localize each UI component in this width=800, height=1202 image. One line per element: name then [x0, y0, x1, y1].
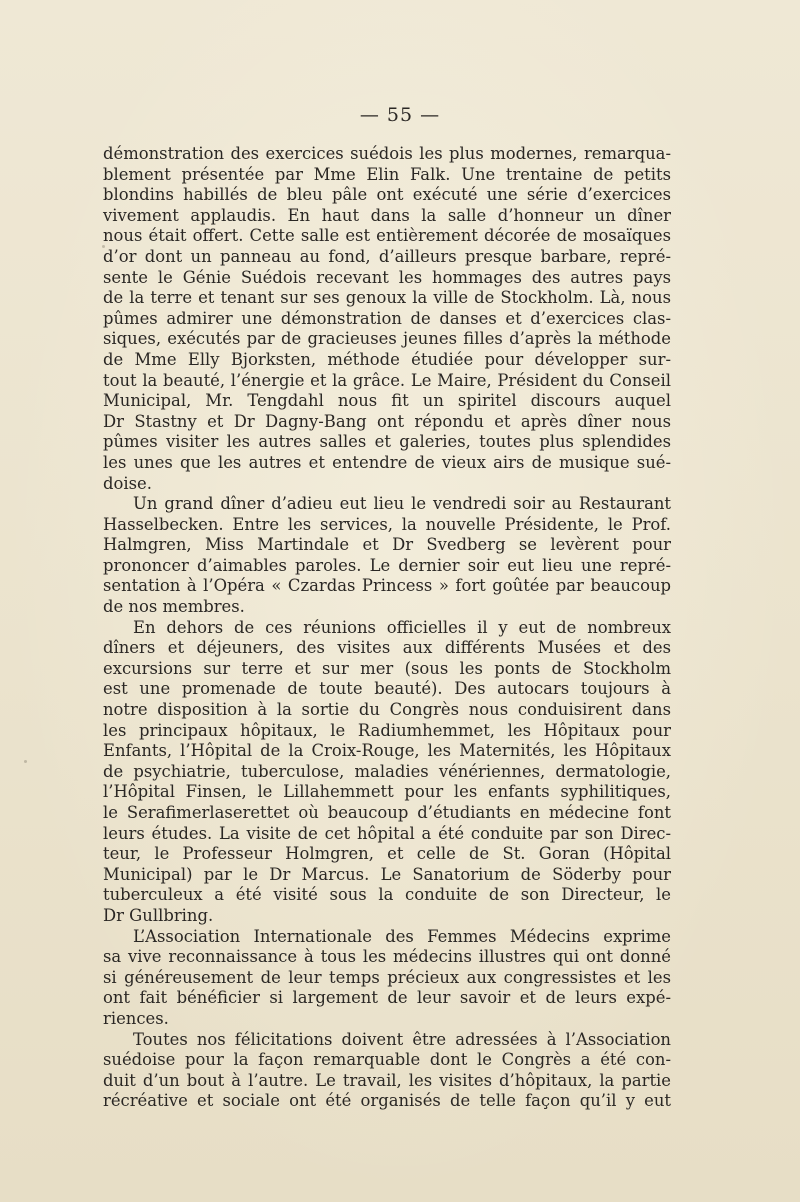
text-line: de la terre et tenant sur ses genoux la ville de Stockholm. Là, nous [103, 288, 671, 308]
text-line: blement présentée par Mme Elin Falk. Une trentaine de petits [103, 164, 671, 184]
text-line: duit d’un bout à l’autre. Le travail, les visites d’hôpitaux, la partie [103, 1070, 671, 1090]
paragraph [103, 618, 671, 927]
paper-speck [102, 245, 105, 248]
text-line: sa vive reconnaissance à tous les médecins illustres qui ont donné [103, 947, 671, 967]
text-line: nous était offert. Cette salle est entièrement décorée de mosaïques [103, 226, 671, 246]
text-line: Municipal) par le Dr Marcus. Le Sanatorium de Söderby pour [103, 864, 671, 884]
text-line: de psychiatrie, tuberculose, maladies vénériennes, dermatologie, [103, 761, 671, 781]
text-line: Hasselbecken. Entre les services, la nouvelle Présidente, le Prof. [103, 514, 671, 534]
text-line: prononcer d’aimables paroles. Le dernier soir eut lieu une repré- [103, 555, 671, 575]
paragraph [103, 494, 671, 618]
text-line: le Serafimerlaserettet où beaucoup d’étudiants en médecine font [103, 803, 671, 822]
text-line: leurs études. La visite de cet hôpital a été conduite par son Direc- [103, 823, 671, 843]
text-line: doise. [103, 473, 152, 493]
text-line: d’or dont un panneau au fond, d’ailleurs presque barbare, repré- [103, 246, 671, 266]
text-line: sente le Génie Suédois recevant les hommages des autres pays [103, 267, 671, 287]
text-line: riences. [103, 1008, 169, 1028]
text-line: Enfants, l’Hôpital de la Croix-Rouge, les Maternités, les Hôpitaux [103, 741, 671, 761]
text-line: En dehors de ces réunions officielles il y eut de nombreux [133, 617, 671, 637]
text-line: Un grand dîner d’adieu eut lieu le vendredi soir au Restaurant [133, 494, 671, 514]
text-line: Halmgren, Miss Martindale et Dr Svedberg se levèrent pour [103, 535, 671, 555]
text-line: Dr Gullbring. [103, 905, 214, 925]
page-number: — 55 — [359, 104, 441, 126]
paragraph [103, 144, 671, 494]
text-line: ont fait bénéficier si largement de leur savoir et de leurs expé- [103, 988, 671, 1008]
text-line: de Mme Elly Bjorksten, méthode étudiée pour développer sur- [103, 349, 671, 369]
text-line: démonstration des exercices suédois les plus modernes, remarqua- [103, 144, 671, 163]
text-line: si généreusement de leur temps précieux aux congressistes et les [103, 967, 671, 987]
text-line: notre disposition à la sortie du Congrès nous conduisirent dans [103, 700, 671, 720]
text-line: siques, exécutés par de gracieuses jeunes filles d’après la méthode [103, 329, 671, 349]
text-line: les unes que les autres et entendre de vieux airs de musique sué- [103, 452, 671, 472]
text-line: dîners et déjeuners, des visites aux différents Musées et des [103, 638, 671, 658]
text-line: suédoise pour la façon remarquable dont le Congrès a été con- [103, 1050, 671, 1070]
text-line: de nos membres. [103, 597, 245, 617]
text-line: teur, le Professeur Holmgren, et celle de St. Goran (Hôpital [103, 844, 671, 864]
text-line: pûmes admirer une démonstration de danses et d’exercices clas- [103, 308, 671, 328]
paragraph [103, 1030, 671, 1112]
text-line: est une promenade de toute beauté). Des autocars toujours à [103, 679, 671, 699]
text-line: sentation à l’Opéra « Czardas Princess » fort goûtée par beaucoup [103, 576, 671, 596]
paragraph [103, 927, 671, 1030]
text-line: Dr Stastny et Dr Dagny-Bang ont répondu et après dîner nous [103, 411, 671, 431]
text-line: tout la beauté, l’énergie et la grâce. Le Maire, Président du Conseil [103, 370, 671, 390]
text-line: Municipal, Mr. Tengdahl nous fit un spiritel discours auquel [103, 391, 671, 411]
text-line: L’Association Internationale des Femmes Médecins exprime [133, 926, 671, 946]
text-line: excursions sur terre et sur mer (sous les ponts de Stockholm [103, 658, 671, 678]
text-line: l’Hôpital Finsen, le Lillahemmett pour les enfants syphilitiques, [103, 782, 671, 802]
text-line: les principaux hôpitaux, le Radiumhemmet, les Hôpitaux pour [103, 720, 671, 740]
paper-speck [24, 760, 27, 763]
text-line: récréative et sociale ont été organisés de telle façon qu’il y eut [103, 1091, 671, 1111]
text-line: pûmes visiter les autres salles et galeries, toutes plus splendides [103, 432, 671, 452]
text-line: vivement applaudis. En haut dans la salle d’honneur un dîner [103, 205, 671, 225]
text-line: blondins habillés de bleu pâle ont exécuté une série d’exercices [103, 185, 671, 205]
text-line: Toutes nos félicitations doivent être adressées à l’Association [133, 1029, 671, 1049]
body-text [103, 144, 671, 1112]
text-line: tuberculeux a été visité sous la conduite de son Directeur, le [103, 885, 671, 905]
